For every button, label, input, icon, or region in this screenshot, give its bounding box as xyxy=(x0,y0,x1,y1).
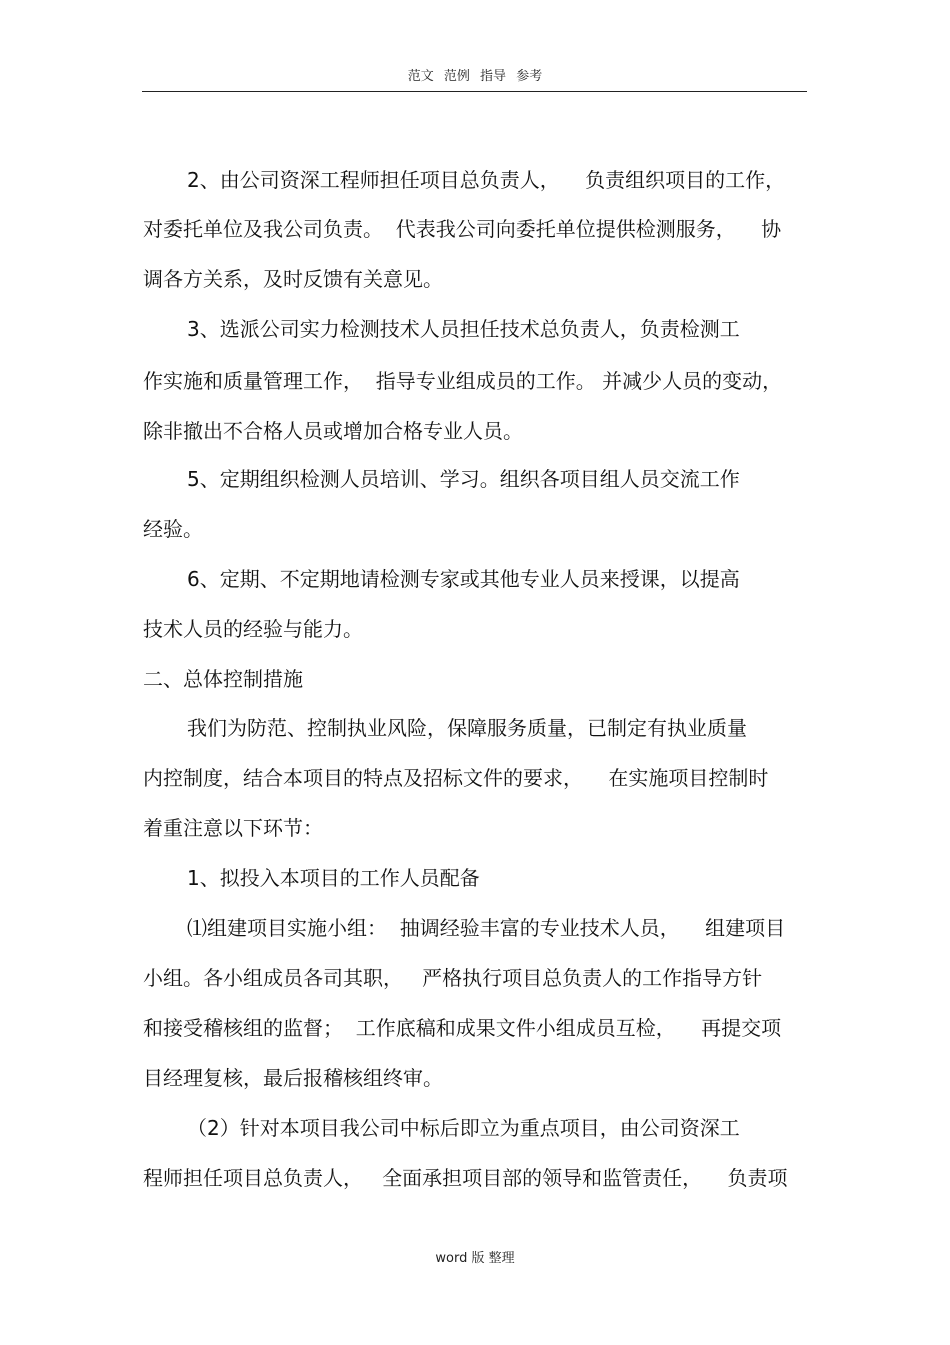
paragraph-line: 内控制度，结合本项目的特点及招标文件的要求， 在实施项目控制时 xyxy=(143,766,769,790)
paragraph-line: 2、由公司资深工程师担任项目总负责人， 负责组织项目的工作， xyxy=(187,168,786,192)
subsection-heading: 1、拟投入本项目的工作人员配备 xyxy=(187,866,480,890)
paragraph-line: 着重注意以下环节： xyxy=(143,816,323,840)
paragraph-line: ⑴组建项目实施小组： 抽调经验丰富的专业技术人员， 组建项目 xyxy=(187,916,786,940)
paragraph-line: 除非撤出不合格人员或增加合格专业人员。 xyxy=(143,419,523,443)
paragraph-line: 经验。 xyxy=(143,517,203,541)
header-rule xyxy=(142,91,807,92)
paragraph-line: 6、定期、不定期地请检测专家或其他专业人员来授课，以提高 xyxy=(187,567,740,591)
paragraph-line: 技术人员的经验与能力。 xyxy=(143,617,363,641)
paragraph-line: 调各方关系，及时反馈有关意见。 xyxy=(143,267,443,291)
paragraph-line: 5、定期组织检测人员培训、学习。组织各项目组人员交流工作 xyxy=(187,467,740,491)
paragraph-line: 和接受稽核组的监督； 工作底稿和成果文件小组成员互检， 再提交项 xyxy=(143,1016,782,1040)
section-heading: 二、总体控制措施 xyxy=(143,667,303,691)
paragraph-line: 3、选派公司实力检测技术人员担任技术总负责人，负责检测工 xyxy=(187,317,740,341)
page-header: 范文 范例 指导 参考 xyxy=(407,69,543,84)
paragraph-line: 程师担任项目总负责人， 全面承担项目部的领导和监管责任， 负责项 xyxy=(143,1166,788,1190)
page-footer: word 版 整理 xyxy=(435,1251,515,1266)
paragraph-line: 作实施和质量管理工作， 指导专业组成员的工作。 并减少人员的变动， xyxy=(143,369,783,393)
paragraph-line: （2）针对本项目我公司中标后即立为重点项目，由公司资深工 xyxy=(187,1116,740,1140)
paragraph-line: 对委托单位及我公司负责。 代表我公司向委托单位提供检测服务， 协 xyxy=(143,217,782,241)
paragraph-line: 目经理复核，最后报稽核组终审。 xyxy=(143,1066,443,1090)
paragraph-line: 我们为防范、控制执业风险，保障服务质量，已制定有执业质量 xyxy=(187,716,747,740)
paragraph-line: 小组。各小组成员各司其职， 严格执行项目总负责人的工作指导方针 xyxy=(143,966,763,990)
